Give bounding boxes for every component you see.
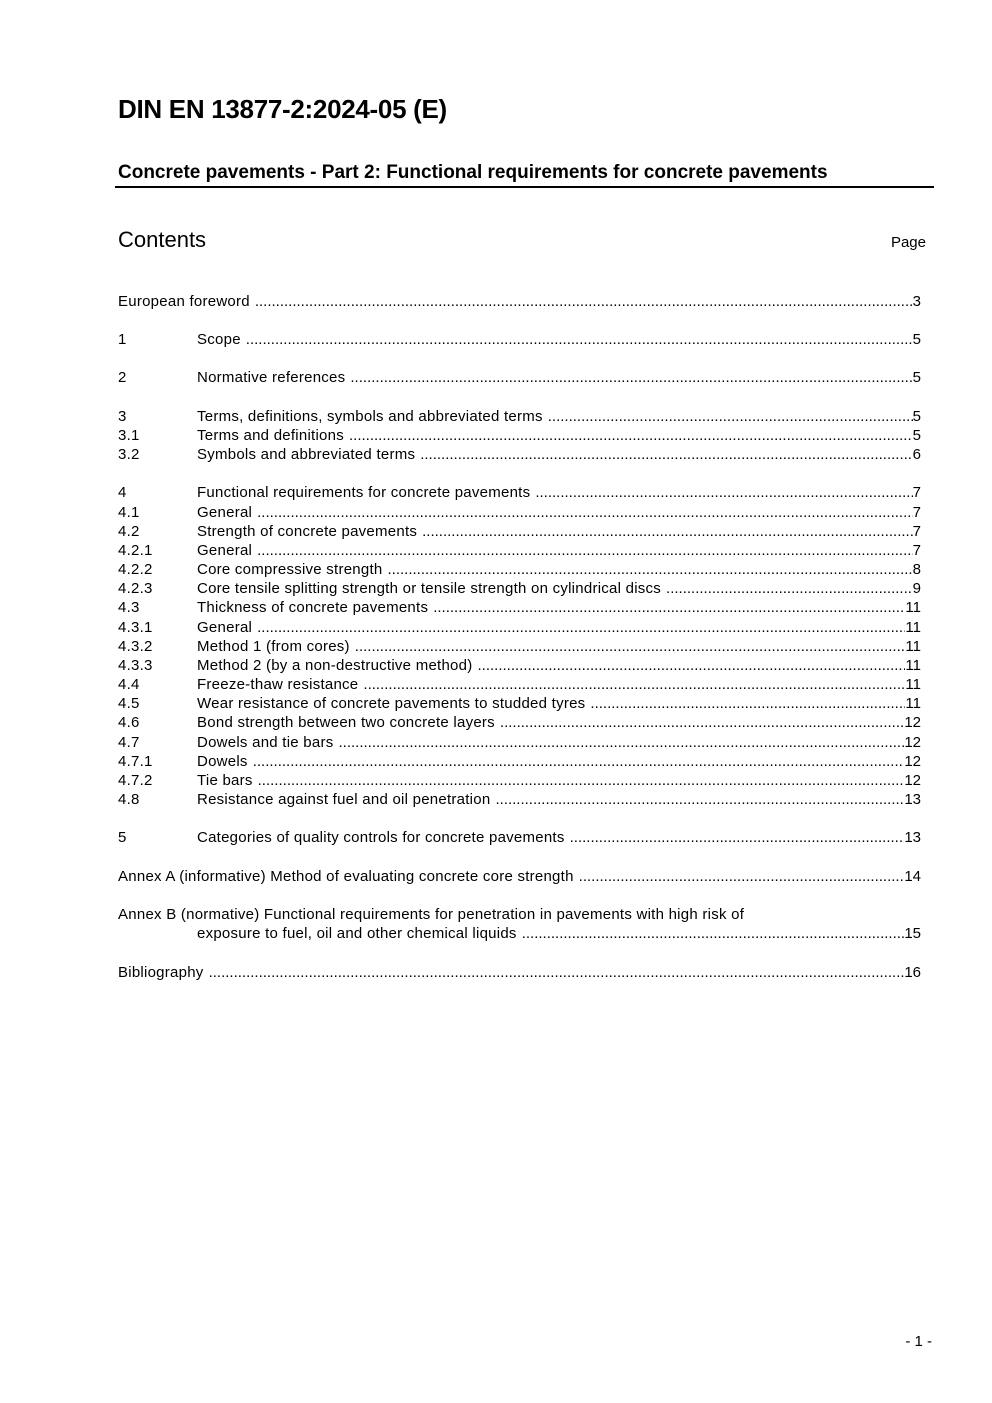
toc-entry-title: Freeze-thaw resistance xyxy=(197,676,359,693)
toc-entry-page: 6 xyxy=(912,446,921,463)
dot-leader xyxy=(522,924,905,943)
toc-entry-number: 4.3.1 xyxy=(118,619,153,636)
toc-entry-3[interactable] xyxy=(118,407,921,426)
toc-entry-number: 4.3 xyxy=(118,599,140,616)
toc-entry-title: Normative references xyxy=(197,369,346,386)
toc-entry-4-2-3[interactable] xyxy=(118,579,921,598)
toc-entry-title: Terms and definitions xyxy=(197,427,344,444)
dot-leader xyxy=(257,618,905,637)
toc-entry-page: 11 xyxy=(905,695,921,712)
toc-entry-number: 4.3.2 xyxy=(118,638,153,655)
dot-leader xyxy=(355,637,906,656)
toc-entry-page: 12 xyxy=(904,753,921,770)
dot-leader xyxy=(253,752,905,771)
toc-entry-number: 4.4 xyxy=(118,676,140,693)
toc-entry-number: 4.3.3 xyxy=(118,657,153,674)
toc-entry-annex-b-title[interactable]: Annex B (normative) Functional requirements for penetration in pavements with high risk of xyxy=(118,906,745,923)
toc-entry-number: 4.2.1 xyxy=(118,542,153,559)
toc-entry-page: 5 xyxy=(912,369,921,386)
toc-entry-title: Dowels xyxy=(197,753,248,770)
toc-entry-number: 1 xyxy=(118,331,127,348)
toc-entry-title: Symbols and abbreviated terms xyxy=(197,446,416,463)
toc-entry-page: 9 xyxy=(912,580,921,597)
dot-leader xyxy=(338,733,904,752)
page-column-label: Page xyxy=(890,234,926,251)
dot-leader xyxy=(420,445,912,464)
dot-leader xyxy=(388,560,913,579)
dot-leader xyxy=(495,790,904,809)
toc-entry-title: European foreword xyxy=(118,293,250,310)
toc-entry-4-7-2[interactable] xyxy=(118,771,921,790)
toc-entry-4-7-1[interactable] xyxy=(118,752,921,771)
toc-entry-number: 4.7 xyxy=(118,734,140,751)
toc-entry-page: 3 xyxy=(912,293,921,310)
toc-entry-page: 11 xyxy=(905,619,921,636)
dot-leader xyxy=(500,713,904,732)
toc-entry-number: 4.2.2 xyxy=(118,561,153,578)
toc-entry-number: 5 xyxy=(118,829,127,846)
toc-entry-bibliography[interactable] xyxy=(118,963,921,982)
toc-entry-title: General xyxy=(197,504,253,521)
dot-leader xyxy=(535,483,912,502)
toc-entry-page: 12 xyxy=(904,772,921,789)
toc-entry-3-2[interactable] xyxy=(118,445,921,464)
dot-leader xyxy=(570,828,905,847)
toc-entry-number: 4.5 xyxy=(118,695,140,712)
toc-entry-title: General xyxy=(197,619,253,636)
toc-entry-number: 4.7.2 xyxy=(118,772,153,789)
toc-entry-page: 8 xyxy=(912,561,921,578)
toc-entry-title: Functional requirements for concrete pavements xyxy=(197,484,531,501)
dot-leader xyxy=(548,407,913,426)
toc-entry-annex-b[interactable] xyxy=(118,924,921,943)
toc-entry-page: 15 xyxy=(904,925,921,942)
toc-entry-number: 4.2 xyxy=(118,523,140,540)
toc-entry-4-5[interactable] xyxy=(118,694,921,713)
toc-entry-page: 7 xyxy=(912,484,921,501)
toc-entry-4-3-2[interactable] xyxy=(118,637,921,656)
toc-entry-title: Wear resistance of concrete pavements to studded tyres xyxy=(197,695,586,712)
dot-leader xyxy=(255,292,913,311)
toc-entry-number: 4.1 xyxy=(118,504,140,521)
toc-entry-1[interactable] xyxy=(118,330,921,349)
dot-leader xyxy=(363,675,905,694)
toc-entry-number: 4.6 xyxy=(118,714,140,731)
toc-entry-title: Core compressive strength xyxy=(197,561,383,578)
toc-entry-4-4[interactable] xyxy=(118,675,921,694)
toc-entry-page: 7 xyxy=(912,504,921,521)
toc-entry-title: Categories of quality controls for concrete pavements xyxy=(197,829,565,846)
dot-leader xyxy=(258,771,905,790)
toc-entry-title: Tie bars xyxy=(197,772,253,789)
toc-entry-page: 5 xyxy=(912,427,921,444)
toc-entry-4-3[interactable] xyxy=(118,598,921,617)
toc-entry-number: 3 xyxy=(118,408,127,425)
toc-entry-page: 12 xyxy=(904,714,921,731)
dot-leader xyxy=(590,694,905,713)
toc-entry-title: Resistance against fuel and oil penetration xyxy=(197,791,491,808)
toc-entry-page: 12 xyxy=(904,734,921,751)
toc-entry-number: 2 xyxy=(118,369,127,386)
toc-entry-page: 16 xyxy=(904,964,921,981)
toc-entry-title: Bibliography xyxy=(118,964,204,981)
toc-entry-title: Dowels and tie bars xyxy=(197,734,334,751)
toc-entry-page: 5 xyxy=(912,408,921,425)
toc-entry-page: 11 xyxy=(905,657,921,674)
toc-entry-title: Terms, definitions, symbols and abbreviated terms xyxy=(197,408,543,425)
toc-entry-title: Bond strength between two concrete layers xyxy=(197,714,495,731)
toc-entry-page: 11 xyxy=(905,676,921,693)
dot-leader xyxy=(477,656,905,675)
dot-leader xyxy=(350,368,912,387)
dot-leader xyxy=(422,522,913,541)
toc-entry-4-3-3[interactable] xyxy=(118,656,921,675)
contents-heading: Contents xyxy=(118,227,207,252)
dot-leader xyxy=(433,598,905,617)
toc-entry-page: 11 xyxy=(905,638,921,655)
toc-entry-page: 5 xyxy=(912,331,921,348)
toc-entry-title-continued: exposure to fuel, oil and other chemical liquids xyxy=(197,925,517,942)
toc-entry-title: Thickness of concrete pavements xyxy=(197,599,429,616)
toc-entry-4-2[interactable] xyxy=(118,522,921,541)
toc-entry-2[interactable] xyxy=(118,368,921,387)
toc-entry-page: 13 xyxy=(904,791,921,808)
title-underline xyxy=(115,186,934,188)
dot-leader xyxy=(246,330,913,349)
toc-entry-4-2-2[interactable] xyxy=(118,560,921,579)
dot-leader xyxy=(257,503,913,522)
toc-entry-number: 4 xyxy=(118,484,127,501)
dot-leader xyxy=(349,426,913,445)
toc-entry-4-8[interactable] xyxy=(118,790,921,809)
toc-entry-foreword[interactable] xyxy=(118,292,921,311)
toc-entry-4-1[interactable] xyxy=(118,503,921,522)
toc-entry-number: 3.2 xyxy=(118,446,140,463)
toc-entry-3-1[interactable] xyxy=(118,426,921,445)
dot-leader xyxy=(579,867,905,886)
toc-entry-title: Scope xyxy=(197,331,241,348)
dot-leader xyxy=(666,579,913,598)
toc-entry-page: 13 xyxy=(904,829,921,846)
toc-entry-title: Method 1 (from cores) xyxy=(197,638,350,655)
toc-entry-number: 4.8 xyxy=(118,791,140,808)
document-title: DIN EN 13877-2:2024-05 (E) xyxy=(118,94,447,124)
toc-entry-page: 7 xyxy=(912,523,921,540)
toc-entry-title: General xyxy=(197,542,253,559)
toc-entry-4-6[interactable] xyxy=(118,713,921,732)
toc-entry-4-3-1[interactable] xyxy=(118,618,921,637)
toc-entry-title: Method 2 (by a non-destructive method) xyxy=(197,657,473,674)
toc-entry-annex-a[interactable] xyxy=(118,867,921,886)
toc-entry-number: 4.7.1 xyxy=(118,753,153,770)
toc-entry-title: Core tensile splitting strength or tensile strength on cylindrical discs xyxy=(197,580,662,597)
toc-entry-page: 14 xyxy=(904,868,921,885)
toc-entry-number: 4.2.3 xyxy=(118,580,153,597)
toc-entry-page: 11 xyxy=(905,599,921,616)
toc-entry-title: Strength of concrete pavements xyxy=(197,523,418,540)
page-number: - 1 - xyxy=(905,1333,932,1350)
dot-leader xyxy=(209,963,905,982)
toc-entry-4[interactable] xyxy=(118,483,921,502)
toc-entry-4-2-1[interactable] xyxy=(118,541,921,560)
toc-entry-number: 3.1 xyxy=(118,427,140,444)
toc-entry-4-7[interactable] xyxy=(118,733,921,752)
toc-entry-page: 7 xyxy=(912,542,921,559)
toc-entry-5[interactable] xyxy=(118,828,921,847)
document-subtitle: Concrete pavements - Part 2: Functional requirements for concrete pavements xyxy=(118,162,828,183)
dot-leader xyxy=(257,541,913,560)
toc-entry-title: Annex A (informative) Method of evaluating concrete core strength xyxy=(118,868,574,885)
